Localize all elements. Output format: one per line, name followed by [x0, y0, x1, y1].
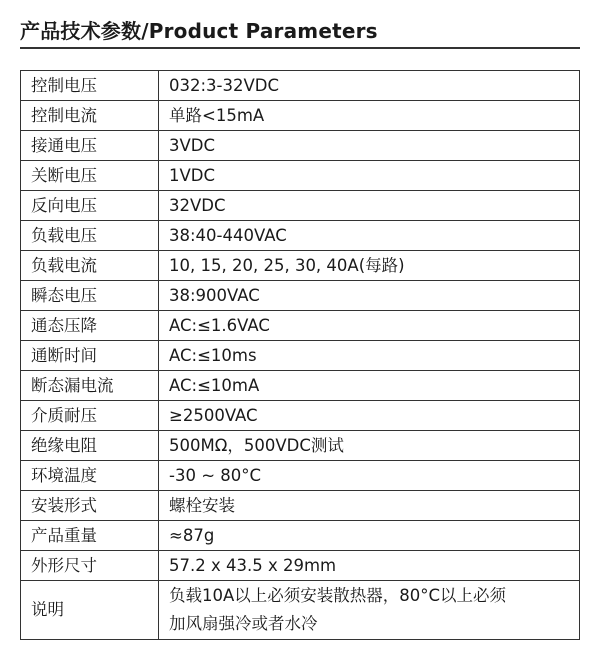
- param-label: 负载电流: [21, 251, 159, 281]
- param-value: 500MΩ，500VDC测试: [159, 431, 580, 461]
- param-label: 关断电压: [21, 161, 159, 191]
- table-row: [21, 521, 580, 551]
- param-label: 绝缘电阻: [21, 431, 159, 461]
- param-value: 1VDC: [159, 161, 580, 191]
- table-row: [21, 131, 580, 161]
- table-row: [21, 311, 580, 341]
- param-label: 控制电压: [21, 71, 159, 101]
- note-line-1: 负载10A以上必须安装散热器，80°C以上必须: [169, 586, 507, 605]
- param-label: 安装形式: [21, 491, 159, 521]
- table-row: [21, 461, 580, 491]
- param-value: ≈87g: [159, 521, 580, 551]
- page-title: 产品技术参数/Product Parameters: [20, 19, 378, 43]
- note-line-2: 加风扇强冷或者水冷: [169, 614, 318, 633]
- param-label: 通断时间: [21, 341, 159, 371]
- table-row: [21, 581, 580, 640]
- table-row: [21, 191, 580, 221]
- table-row: [21, 371, 580, 401]
- title-underline: [20, 47, 580, 49]
- param-label: 外形尺寸: [21, 551, 159, 581]
- param-value: AC:≤10mA: [159, 371, 580, 401]
- param-label: 说明: [21, 581, 159, 640]
- param-value: AC:≤10ms: [159, 341, 580, 371]
- param-value: [159, 581, 580, 640]
- param-label: 环境温度: [21, 461, 159, 491]
- param-value: 38:40-440VAC: [159, 221, 580, 251]
- param-label: 产品重量: [21, 521, 159, 551]
- parameters-table: [20, 70, 580, 640]
- param-value: 10, 15, 20, 25, 30, 40A(每路): [159, 251, 580, 281]
- param-label: 断态漏电流: [21, 371, 159, 401]
- table-row: [21, 71, 580, 101]
- param-label: 介质耐压: [21, 401, 159, 431]
- param-label: 接通电压: [21, 131, 159, 161]
- param-value: 单路<15mA: [159, 101, 580, 131]
- table-row: [21, 431, 580, 461]
- param-value: 57.2 x 43.5 x 29mm: [159, 551, 580, 581]
- param-value: 3VDC: [159, 131, 580, 161]
- table-row: [21, 491, 580, 521]
- param-value: 032:3-32VDC: [159, 71, 580, 101]
- param-label: 负载电压: [21, 221, 159, 251]
- table-row: [21, 161, 580, 191]
- table-row: [21, 341, 580, 371]
- param-value: 32VDC: [159, 191, 580, 221]
- param-value: -30 ~ 80°C: [159, 461, 580, 491]
- table-row: [21, 251, 580, 281]
- table-row: [21, 221, 580, 251]
- param-label: 控制电流: [21, 101, 159, 131]
- param-label: 瞬态电压: [21, 281, 159, 311]
- param-value: 螺栓安装: [159, 491, 580, 521]
- table-row: [21, 281, 580, 311]
- param-label: 通态压降: [21, 311, 159, 341]
- param-value: AC:≤1.6VAC: [159, 311, 580, 341]
- param-value: ≥2500VAC: [159, 401, 580, 431]
- param-value: 38:900VAC: [159, 281, 580, 311]
- table-row: [21, 101, 580, 131]
- table-row: [21, 551, 580, 581]
- table-row: [21, 401, 580, 431]
- param-label: 反向电压: [21, 191, 159, 221]
